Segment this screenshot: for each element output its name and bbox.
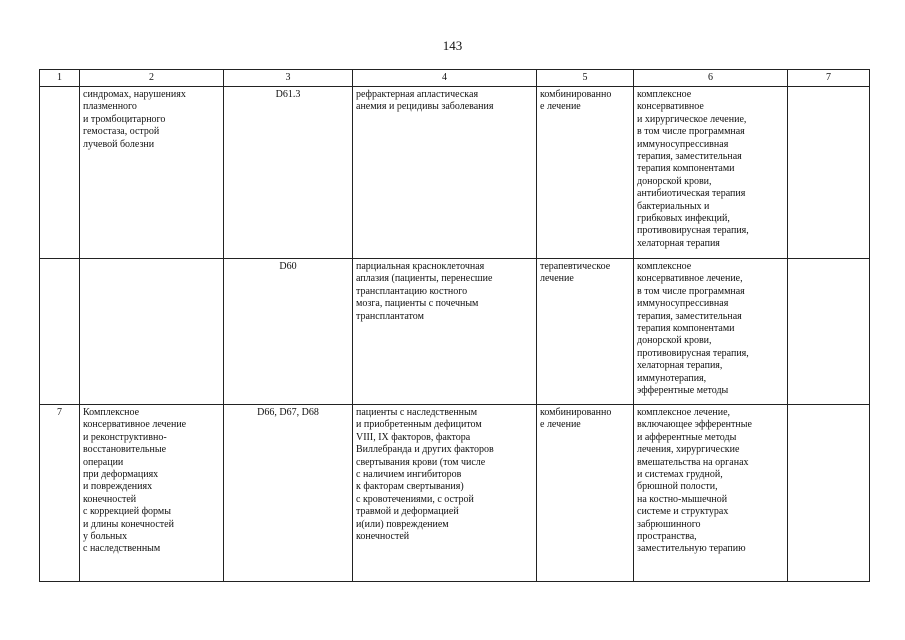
patient-model-cell: рефрактерная апластическая анемия и рецидивы заболевания	[353, 87, 537, 259]
treatment-method-cell: комплексное лечение, включающее эфферентные и афферентные методы лечения, хирургические вмешательства на органах и системах грудной, брюшной полости, на костно-мышечной системе и структурах забрюшинного пространства, заместительную терапию	[634, 405, 788, 582]
patient-model-cell: парциальная красноклеточная аплазия (пациенты, перенесшие трансплантацию костного мозга, пациенты с почечным трансплантатом	[353, 259, 537, 405]
icd-code-cell: D66, D67, D68	[224, 405, 353, 582]
treatment-type-cell: Комплексное консервативное лечение и реконструктивно- восстановительные операции при деформациях и повреждениях конечностей с коррекцией формы и длины конечностей у больных с наследственным	[80, 405, 224, 582]
header-cell: 4	[353, 70, 537, 87]
header-cell: 5	[537, 70, 634, 87]
row-number-cell: 7	[40, 405, 80, 582]
treatment-method-cell: комплексное консервативное и хирургическое лечение, в том числе программная иммуносупрессивная терапия, заместительная терапия компонентами донорской крови, антибиотическая терапия бактериальных и грибковых инфекций, противовирусная терапия, хелаторная терапия	[634, 87, 788, 259]
header-cell: 1	[40, 70, 80, 87]
row-number-cell	[40, 259, 80, 405]
header-cell: 2	[80, 70, 224, 87]
icd-code-cell: D61.3	[224, 87, 353, 259]
header-cell: 6	[634, 70, 788, 87]
row-number-cell	[40, 87, 80, 259]
treatment-type-cell	[80, 259, 224, 405]
table-row	[40, 259, 870, 405]
treatment-kind-cell: комбинированно е лечение	[537, 405, 634, 582]
treatment-kind-cell: терапевтическое лечение	[537, 259, 634, 405]
page-number: 143	[442, 38, 463, 53]
header-cell: 7	[788, 70, 870, 87]
table-row	[40, 87, 870, 259]
cost-cell	[788, 87, 870, 259]
cost-cell	[788, 259, 870, 405]
icd-code-cell: D60	[224, 259, 353, 405]
cost-cell	[788, 405, 870, 582]
treatment-type-cell: синдромах, нарушениях плазменного и тромбоцитарного гемостаза, острой лучевой болезни	[80, 87, 224, 259]
patient-model-cell: пациенты с наследственным и приобретенным дефицитом VIII, IX факторов, фактора Виллебранда и других факторов свертывания крови (том числе с наличием ингибиторов к факторам свертывания) с кровотечениями, с острой травмой и деформацией и(или) повреждением конечностей	[353, 405, 537, 582]
medical-care-table	[39, 69, 870, 582]
treatment-method-cell: комплексное консервативное лечение, в том числе программная иммуносупрессивная терапия, заместительная терапия компонентами донорской крови, противовирусная терапия, хелаторная терапия, иммунотерапия, эфферентные методы	[634, 259, 788, 405]
treatment-kind-cell: комбинированно е лечение	[537, 87, 634, 259]
table-header-row	[40, 70, 870, 87]
table-row	[40, 405, 870, 582]
header-cell: 3	[224, 70, 353, 87]
